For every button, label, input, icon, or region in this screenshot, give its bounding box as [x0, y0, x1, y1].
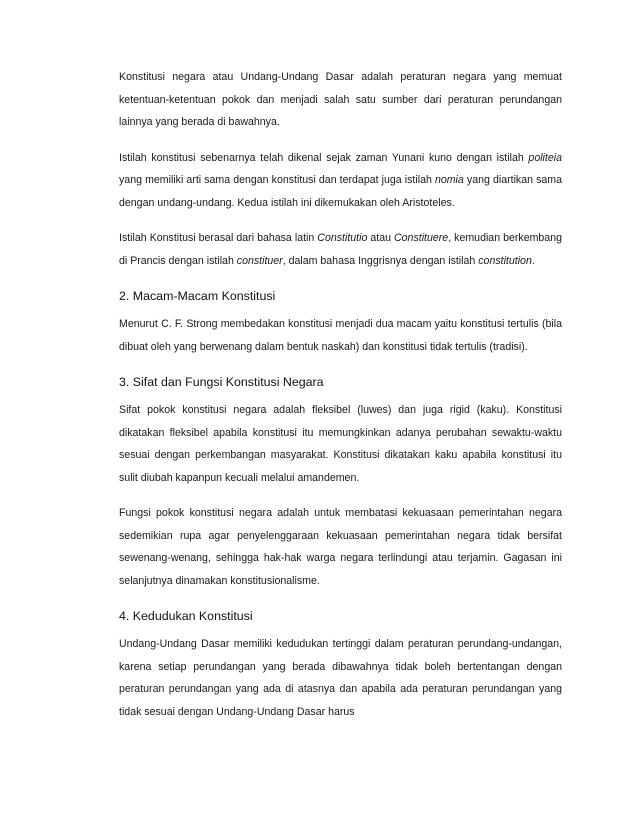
text-segment: atau	[367, 232, 395, 244]
text-segment: yang diartikan sama dengan undang-undang. Kedua istilah ini dikemukakan oleh Aristoteles.	[119, 174, 563, 209]
paragraph-definition: Konstitusi negara atau Undang-Undang Dasar adalah peraturan negara yang memuat ketentuan-ketentuan pokok dan menjadi salah satu sumber dari peraturan perundangan lainnya yang berada di bawahnya.	[119, 71, 562, 128]
paragraph-macam: Menurut C. F. Strong membedakan konstitusi menjadi dua macam yaitu konstitusi tertulis (bila dibuat oleh yang berwenang dalam bentuk naskah) dan konstitusi tidak tertulis (tradisi).	[119, 318, 562, 353]
text-segment: Istilah konstitusi sebenarnya telah dikenal sejak zaman Yunani kuno dengan istilah	[119, 151, 529, 164]
paragraph-etymology-latin	[119, 227, 562, 272]
term-constitutio: Constitutio	[317, 232, 368, 244]
term-nomia: nomia	[434, 174, 464, 186]
paragraph-kedudukan: Undang-Undang Dasar memiliki kedudukan tertinggi dalam peraturan perundang-undangan, karena setiap perundangan yang berada dibawahnya tidak boleh bertentangan dengan peraturan perundangan yang ada di atasnya dan apabila ada peraturan perundangan yang tidak sesuai dengan Undang-Undang Dasar harus	[119, 638, 562, 718]
section-heading-macam: 2. Macam-Macam Konstitusi	[119, 289, 276, 303]
paragraph-fungsi: Fungsi pokok konstitusi negara adalah untuk membatasi kekuasaan pemerintahan negara sedemikian rupa agar penyelenggaraan kekuasaan pemerintahan negara tidak bersifat sewenang-wenang, sehingga hak-hak warga negara terlindungi atau terjamin. Gagasan ini selanjutnya dinamakan konstitusionalisme.	[119, 507, 562, 587]
paragraph-etymology-greek	[119, 147, 562, 215]
term-constitution: constitution	[478, 254, 532, 267]
text-segment: yang memiliki arti sama dengan konstitusi dan terdapat juga istilah	[119, 174, 435, 186]
text-segment: , dalam bahasa Inggrisnya dengan istilah	[282, 254, 479, 267]
text-segment: .	[531, 254, 535, 267]
term-politeia: politeia	[528, 151, 562, 164]
paragraph-sifat: Sifat pokok konstitusi negara adalah fleksibel (luwes) dan juga rigid (kaku). Konstitusi dikatakan fleksibel apabila konstitusi itu memungkinkan adanya perubahan sewaktu-waktu sesuai dengan perkembangan masyarakat. Konstitusi dikatakan kaku apabila konstitusi itu sulit diubah kapanpun kecuali melalui amandemen.	[119, 404, 562, 484]
text-segment: Istilah Konstitusi berasal dari bahasa latin	[119, 232, 318, 244]
section-heading-kedudukan: 4. Kedudukan Konstitusi	[119, 609, 253, 623]
document-page	[119, 66, 562, 736]
term-constituere: Constituere	[394, 232, 449, 244]
section-heading-sifat-fungsi: 3. Sifat dan Fungsi Konstitusi Negara	[119, 375, 324, 389]
term-constituer: constituer	[236, 254, 283, 267]
text-segment: , kemudian berkembang di Prancis dengan istilah	[119, 232, 562, 267]
